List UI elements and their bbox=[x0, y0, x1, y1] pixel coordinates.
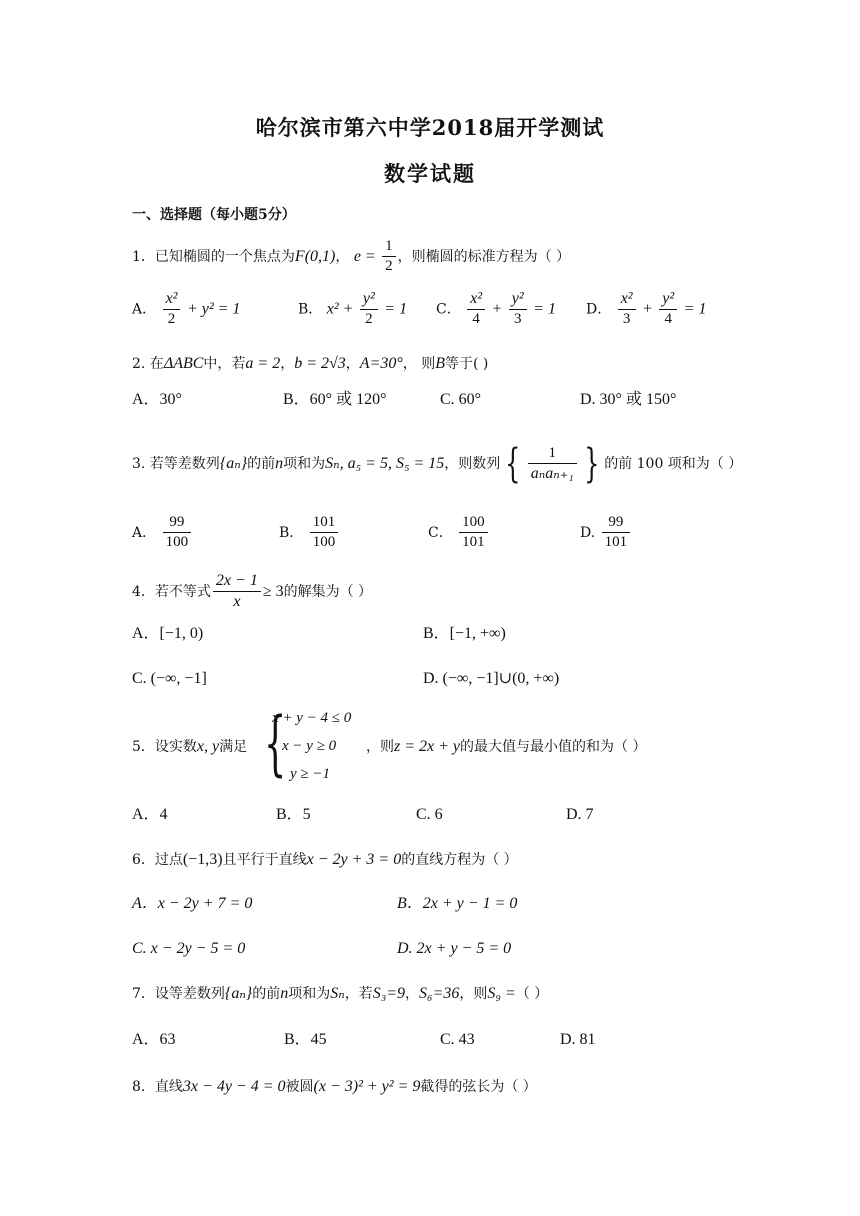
q2-option-b: B．60° 或 120° bbox=[283, 391, 387, 408]
q8-line: 3x − 4y − 4 = 0 bbox=[182, 1078, 286, 1095]
q3-text: 3. 若等差数列 bbox=[132, 456, 220, 472]
q5-option-c: C. 6 bbox=[416, 806, 443, 823]
q5-option-b: B．5 bbox=[276, 806, 311, 823]
question-8 bbox=[132, 1079, 537, 1095]
q1-focus: F(0,1) bbox=[294, 247, 336, 265]
option-label: C． bbox=[428, 524, 453, 541]
option-label: B． bbox=[279, 524, 304, 541]
q1-text: 1．已知椭圆的一个焦点为 bbox=[132, 248, 295, 265]
option-label: D． bbox=[586, 301, 612, 318]
q7-tail: （ ） bbox=[515, 986, 549, 1002]
option-expr: + bbox=[491, 300, 503, 318]
q3-text: 项和为 bbox=[283, 456, 326, 472]
q2-side-a: a = 2 bbox=[245, 355, 281, 372]
q5-vars: x, y bbox=[196, 738, 220, 755]
q6-option-d: D. 2x + y − 5 = 0 bbox=[397, 940, 512, 957]
frac-den: 4 bbox=[664, 311, 672, 328]
q5-constraint-system bbox=[264, 702, 364, 786]
option-expr: = 1 bbox=[384, 300, 408, 318]
q8-text: 8．直线 bbox=[132, 1079, 183, 1095]
q4-text: 4．若不等式 bbox=[132, 583, 211, 600]
frac-num: 101 bbox=[310, 514, 339, 533]
frac-num: x² bbox=[467, 290, 485, 310]
q5-text: ，则 bbox=[366, 739, 394, 755]
q1-option-b bbox=[298, 290, 407, 329]
q2-text: 2. 在 bbox=[132, 356, 164, 372]
q7-text: 的前 bbox=[252, 986, 281, 1002]
question-5-tail bbox=[366, 739, 646, 755]
left-brace-icon: { bbox=[505, 441, 521, 487]
option-expr: + y² = 1 bbox=[186, 300, 241, 318]
q8-tail: 截得的弦长为（ ） bbox=[420, 1079, 537, 1095]
frac-den: 100 bbox=[312, 534, 336, 551]
frac-den: x bbox=[233, 593, 241, 611]
option-expr: x² + bbox=[326, 300, 354, 318]
option-label: C． bbox=[436, 301, 461, 318]
question-5 bbox=[132, 739, 247, 755]
section-heading: 一、选择题（每小题5分） bbox=[132, 207, 296, 223]
question-3 bbox=[132, 441, 743, 487]
q3-condition: Sₙ, a₅ = 5, S₅ = 15 bbox=[325, 455, 445, 472]
q2-text: ， 则 bbox=[402, 356, 436, 372]
exam-subtitle: 数学试题 bbox=[384, 161, 476, 186]
q8-text: 被圆 bbox=[285, 1079, 314, 1095]
frac-den: 101 bbox=[462, 534, 485, 551]
q7-option-c: C. 43 bbox=[440, 1031, 475, 1048]
option-expr: = 1 bbox=[533, 300, 556, 318]
q5-text: 满足 bbox=[219, 739, 248, 755]
constraint-row: x − y ≥ 0 bbox=[282, 738, 337, 754]
frac-den: 4 bbox=[472, 311, 480, 328]
frac bbox=[163, 514, 192, 552]
q3-n: n bbox=[275, 455, 284, 472]
frac-den: 3 bbox=[513, 311, 522, 328]
right-brace-icon: } bbox=[583, 441, 600, 487]
q4-option-c: C. (−∞, −1] bbox=[132, 670, 207, 687]
q6-line: x − 2y + 3 = 0 bbox=[306, 851, 402, 868]
q6-option-a: A．x − 2y + 7 = 0 bbox=[132, 895, 253, 912]
frac-num: 1 bbox=[528, 445, 577, 464]
q7-comma: ， bbox=[405, 986, 420, 1002]
q6-option-b: B．2x + y − 1 = 0 bbox=[397, 895, 518, 912]
left-brace-icon: { bbox=[264, 702, 287, 784]
q1-comma: ， bbox=[335, 248, 350, 265]
q6-text: 且平行于直线 bbox=[222, 852, 307, 868]
frac-num: 99 bbox=[163, 514, 192, 533]
q1-eccentricity: e = bbox=[353, 247, 376, 265]
option-expr: = 1 bbox=[683, 300, 707, 318]
q7-option-d: D. 81 bbox=[560, 1031, 596, 1048]
question-4 bbox=[132, 572, 372, 612]
q4-option-b: B．[−1, +∞) bbox=[423, 625, 506, 642]
q5-option-d: D. 7 bbox=[566, 806, 594, 823]
frac bbox=[459, 514, 488, 552]
frac bbox=[163, 290, 181, 329]
q1-option-c bbox=[436, 290, 556, 329]
q7-s6: S₆=36 bbox=[419, 985, 460, 1002]
constraint-row: x + y − 4 ≤ 0 bbox=[272, 710, 352, 726]
frac bbox=[360, 290, 378, 329]
question-6 bbox=[132, 852, 518, 868]
q5-objective: z = 2x + y bbox=[394, 738, 461, 755]
frac-den: 3 bbox=[622, 311, 631, 328]
q2-comma: ， bbox=[345, 356, 360, 372]
q6-text: 6．过点 bbox=[132, 852, 183, 868]
frac-num: 2x − 1 bbox=[213, 572, 261, 592]
frac-num: x² bbox=[163, 290, 181, 310]
q2-option-d: D. 30° 或 150° bbox=[580, 391, 677, 408]
frac-den: aₙaₙ₊₁ bbox=[530, 464, 574, 482]
frac bbox=[618, 290, 636, 329]
q3-option-c bbox=[428, 514, 490, 552]
q3-option-a bbox=[132, 514, 193, 552]
q3-text: 的前 bbox=[247, 456, 276, 472]
q4-fraction bbox=[213, 572, 261, 612]
q2-triangle: ΔABC bbox=[163, 355, 204, 372]
q3-text: ，则数列 bbox=[444, 456, 501, 472]
q2-comma: ， bbox=[280, 356, 295, 372]
constraint-row: y ≥ −1 bbox=[290, 766, 331, 782]
q6-tail: 的直线方程为（ ） bbox=[401, 852, 518, 868]
q4-option-a: A．[−1, 0) bbox=[132, 625, 204, 642]
frac-num: x² bbox=[618, 290, 636, 310]
q7-sum: Sₙ bbox=[330, 985, 345, 1002]
frac-num: 100 bbox=[459, 514, 488, 533]
q5-option-a: A．4 bbox=[132, 806, 168, 823]
q5-tail: 的最大值与最小值的和为（ ） bbox=[460, 739, 647, 755]
q1-tail: ，则椭圆的标准方程为（ ） bbox=[397, 248, 571, 265]
frac-den: 2 bbox=[167, 311, 176, 328]
q5-text: 5．设实数 bbox=[132, 739, 197, 755]
q2-angle-b: B bbox=[435, 355, 445, 372]
q1-option-a bbox=[132, 290, 240, 329]
q7-s9: S₉ = bbox=[487, 985, 516, 1002]
q1-option-d bbox=[586, 290, 706, 329]
q7-text: ，若 bbox=[344, 986, 373, 1002]
frac-num: y² bbox=[659, 290, 677, 310]
q6-point: (−1,3) bbox=[182, 851, 223, 868]
q3-sequence: {aₙ} bbox=[219, 455, 248, 472]
question-1 bbox=[132, 238, 570, 276]
option-label: A． bbox=[132, 301, 157, 318]
q7-option-b: B．45 bbox=[284, 1031, 327, 1048]
q7-n: n bbox=[280, 985, 289, 1002]
frac-num: 99 bbox=[602, 514, 631, 533]
frac-den: 100 bbox=[165, 534, 189, 551]
q2-text: 中，若 bbox=[203, 356, 246, 372]
frac-num: 1 bbox=[382, 238, 396, 257]
frac-den: 101 bbox=[604, 534, 628, 551]
question-2 bbox=[132, 356, 488, 372]
frac-den: 2 bbox=[365, 311, 373, 328]
q3-tail: 的前 100 项和为（ ） bbox=[604, 456, 743, 472]
frac-den: 2 bbox=[385, 258, 393, 275]
option-label: A． bbox=[132, 524, 157, 541]
frac bbox=[467, 290, 485, 329]
q4-relation: ≥ 3 bbox=[262, 582, 284, 600]
frac bbox=[509, 290, 527, 329]
q7-s3: S₃=9 bbox=[372, 985, 406, 1002]
q3-option-b bbox=[279, 514, 340, 552]
q4-tail: 的解集为（ ） bbox=[283, 583, 373, 600]
q7-option-a: A．63 bbox=[132, 1031, 176, 1048]
frac bbox=[602, 514, 631, 552]
q2-angle-a: A=30° bbox=[359, 355, 403, 372]
q4-option-d: D. (−∞, −1]∪(0, +∞) bbox=[423, 670, 560, 687]
frac bbox=[659, 290, 677, 329]
q1-e-fraction bbox=[382, 238, 396, 276]
question-7 bbox=[132, 986, 548, 1002]
q2-option-a: A．30° bbox=[132, 391, 182, 408]
q3-option-d bbox=[580, 514, 632, 552]
frac-num: y² bbox=[360, 290, 378, 310]
q3-fraction bbox=[528, 445, 577, 484]
frac-num: y² bbox=[509, 290, 527, 310]
q8-circle: (x − 3)² + y² = 9 bbox=[313, 1078, 421, 1095]
q2-tail: 等于( ) bbox=[445, 356, 489, 372]
q7-sequence: {aₙ} bbox=[224, 985, 253, 1002]
q7-text: 7．设等差数列 bbox=[132, 986, 225, 1002]
q2-option-c: C. 60° bbox=[440, 391, 482, 408]
option-label: B． bbox=[298, 301, 323, 318]
q7-text: ，则 bbox=[459, 986, 488, 1002]
q2-side-b: b = 2√3 bbox=[294, 355, 346, 372]
frac bbox=[310, 514, 339, 552]
exam-title: 哈尔滨市第六中学2018届开学测试 bbox=[255, 115, 605, 140]
q7-text: 项和为 bbox=[288, 986, 331, 1002]
option-label: D. bbox=[580, 524, 596, 541]
q6-option-c: C. x − 2y − 5 = 0 bbox=[132, 940, 246, 957]
option-expr: + bbox=[642, 300, 653, 318]
